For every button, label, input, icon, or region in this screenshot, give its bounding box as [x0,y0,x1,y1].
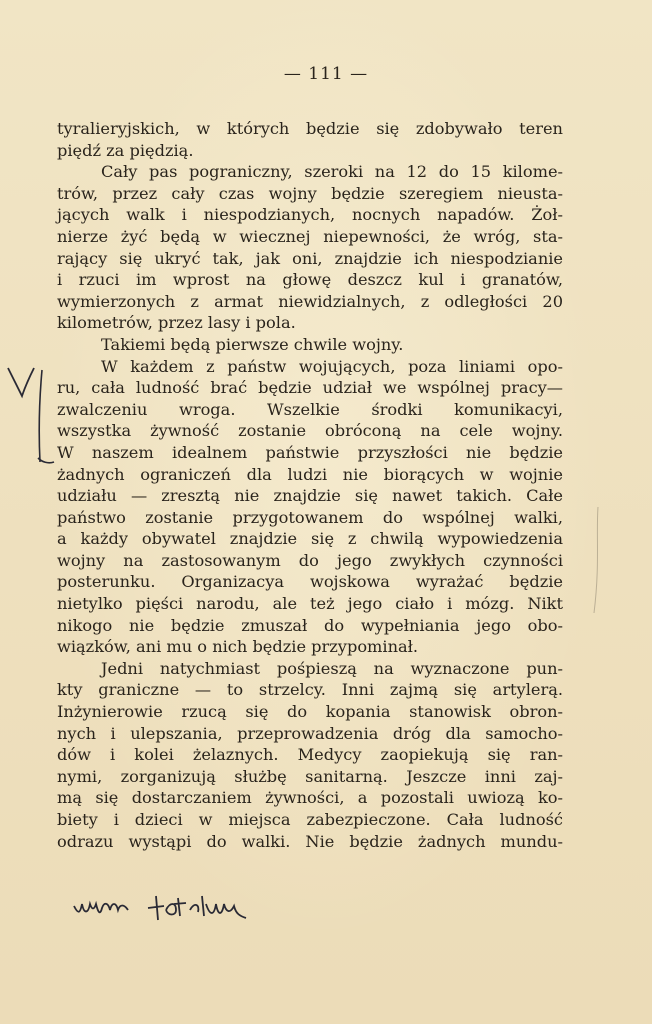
text-line: wiązków, ani mu o nich będzie przypominał. [57,637,419,657]
text-line: nikogo nie będzie zmuszał do wypełniania jego obo- [57,615,563,635]
handwritten-annotation [70,888,260,928]
body-text [57,118,563,852]
text-line: ru, cała ludność brać będzie udział we wspólnej pracy— [57,378,563,398]
text-line: W naszem idealnem państwie przyszłości nie będzie [57,442,563,462]
text-line: tyralieryjskich, w których będzie się zdobywało teren [57,119,563,138]
text-line: kty graniczne — to strzelcy. Inni zajmą się artylerą. [57,680,563,700]
text-line: mą się dostarczaniem żywności, a pozostali uwiozą ko- [57,788,563,808]
margin-bracket-mark [4,362,58,468]
text-line: Jedni natychmiast pośpieszą na wyznaczone pun- [101,658,563,678]
text-line: piędź za piędzią. [57,140,194,160]
text-line: i rzuci im wprost na głowę deszcz kul i granatów, [57,270,563,290]
text-line: biety i dzieci w miejsca zabezpieczone. Cała ludność [57,810,563,829]
text-line: wojny na zastosowanym do jego zwykłych czynności [57,550,563,570]
text-line: żadnych ograniczeń dla ludzi nie biorących w wojnie [57,464,563,484]
text-line: nych i ulepszania, przeprowadzenia dróg dla samocho- [57,723,563,743]
text-line: nietylko pięści narodu, ale też jego ciało i mózg. Nikt [57,594,563,614]
text-line: rający się ukryć tak, jak oni, znajdzie ich niespodzianie [57,248,563,268]
text-line: udziału — zresztą nie znajdzie się nawet takich. Całe [57,486,563,506]
text-line: trów, przez cały czas wojny będzie szeregiem nieusta- [57,183,563,203]
pencil-margin-line [590,505,606,615]
text-line: dów i kolei żelaznych. Medycy zaopiekują się ran- [57,745,563,765]
text-line: jących walk i niespodzianych, nocnych napadów. Żoł- [57,205,563,225]
text-line: zwalczeniu wroga. Wszelkie środki komunikacyi, [57,399,563,419]
text-line: Inżynierowie rzucą się do kopania stanowisk obron- [57,702,563,722]
text-line: posterunku. Organizacya wojskowa wyrażać będzie [57,572,563,592]
text-line: Cały pas pograniczny, szeroki na 12 do 15 kilome- [101,162,563,182]
text-line: W każdem z państw wojujących, poza liniami opo- [101,356,563,376]
text-line: państwo zostanie przygotowanem do wspólnej walki, [57,507,563,527]
text-line: odrazu wystąpi do walki. Nie będzie żadnych mundu- [57,831,563,851]
text-line: nymi, zorganizują służbę sanitarną. Jeszcze inni zaj- [57,766,563,786]
text-line: kilometrów, przez lasy i pola. [57,313,296,333]
text-line: a każdy obywatel znajdzie się z chwilą wypowiedzenia [57,529,563,549]
text-line: wymierzonych z armat niewidzialnych, z odległości 20 [57,291,563,311]
text-line: nierze żyć będą w wiecznej niepewności, że wróg, sta- [57,226,563,246]
text-line: Takiemi będą pierwsze chwile wojny. [101,334,404,354]
page-number: — 111 — [283,64,369,84]
text-line: wszystka żywność zostanie obróconą na cele wojny. [57,421,563,441]
